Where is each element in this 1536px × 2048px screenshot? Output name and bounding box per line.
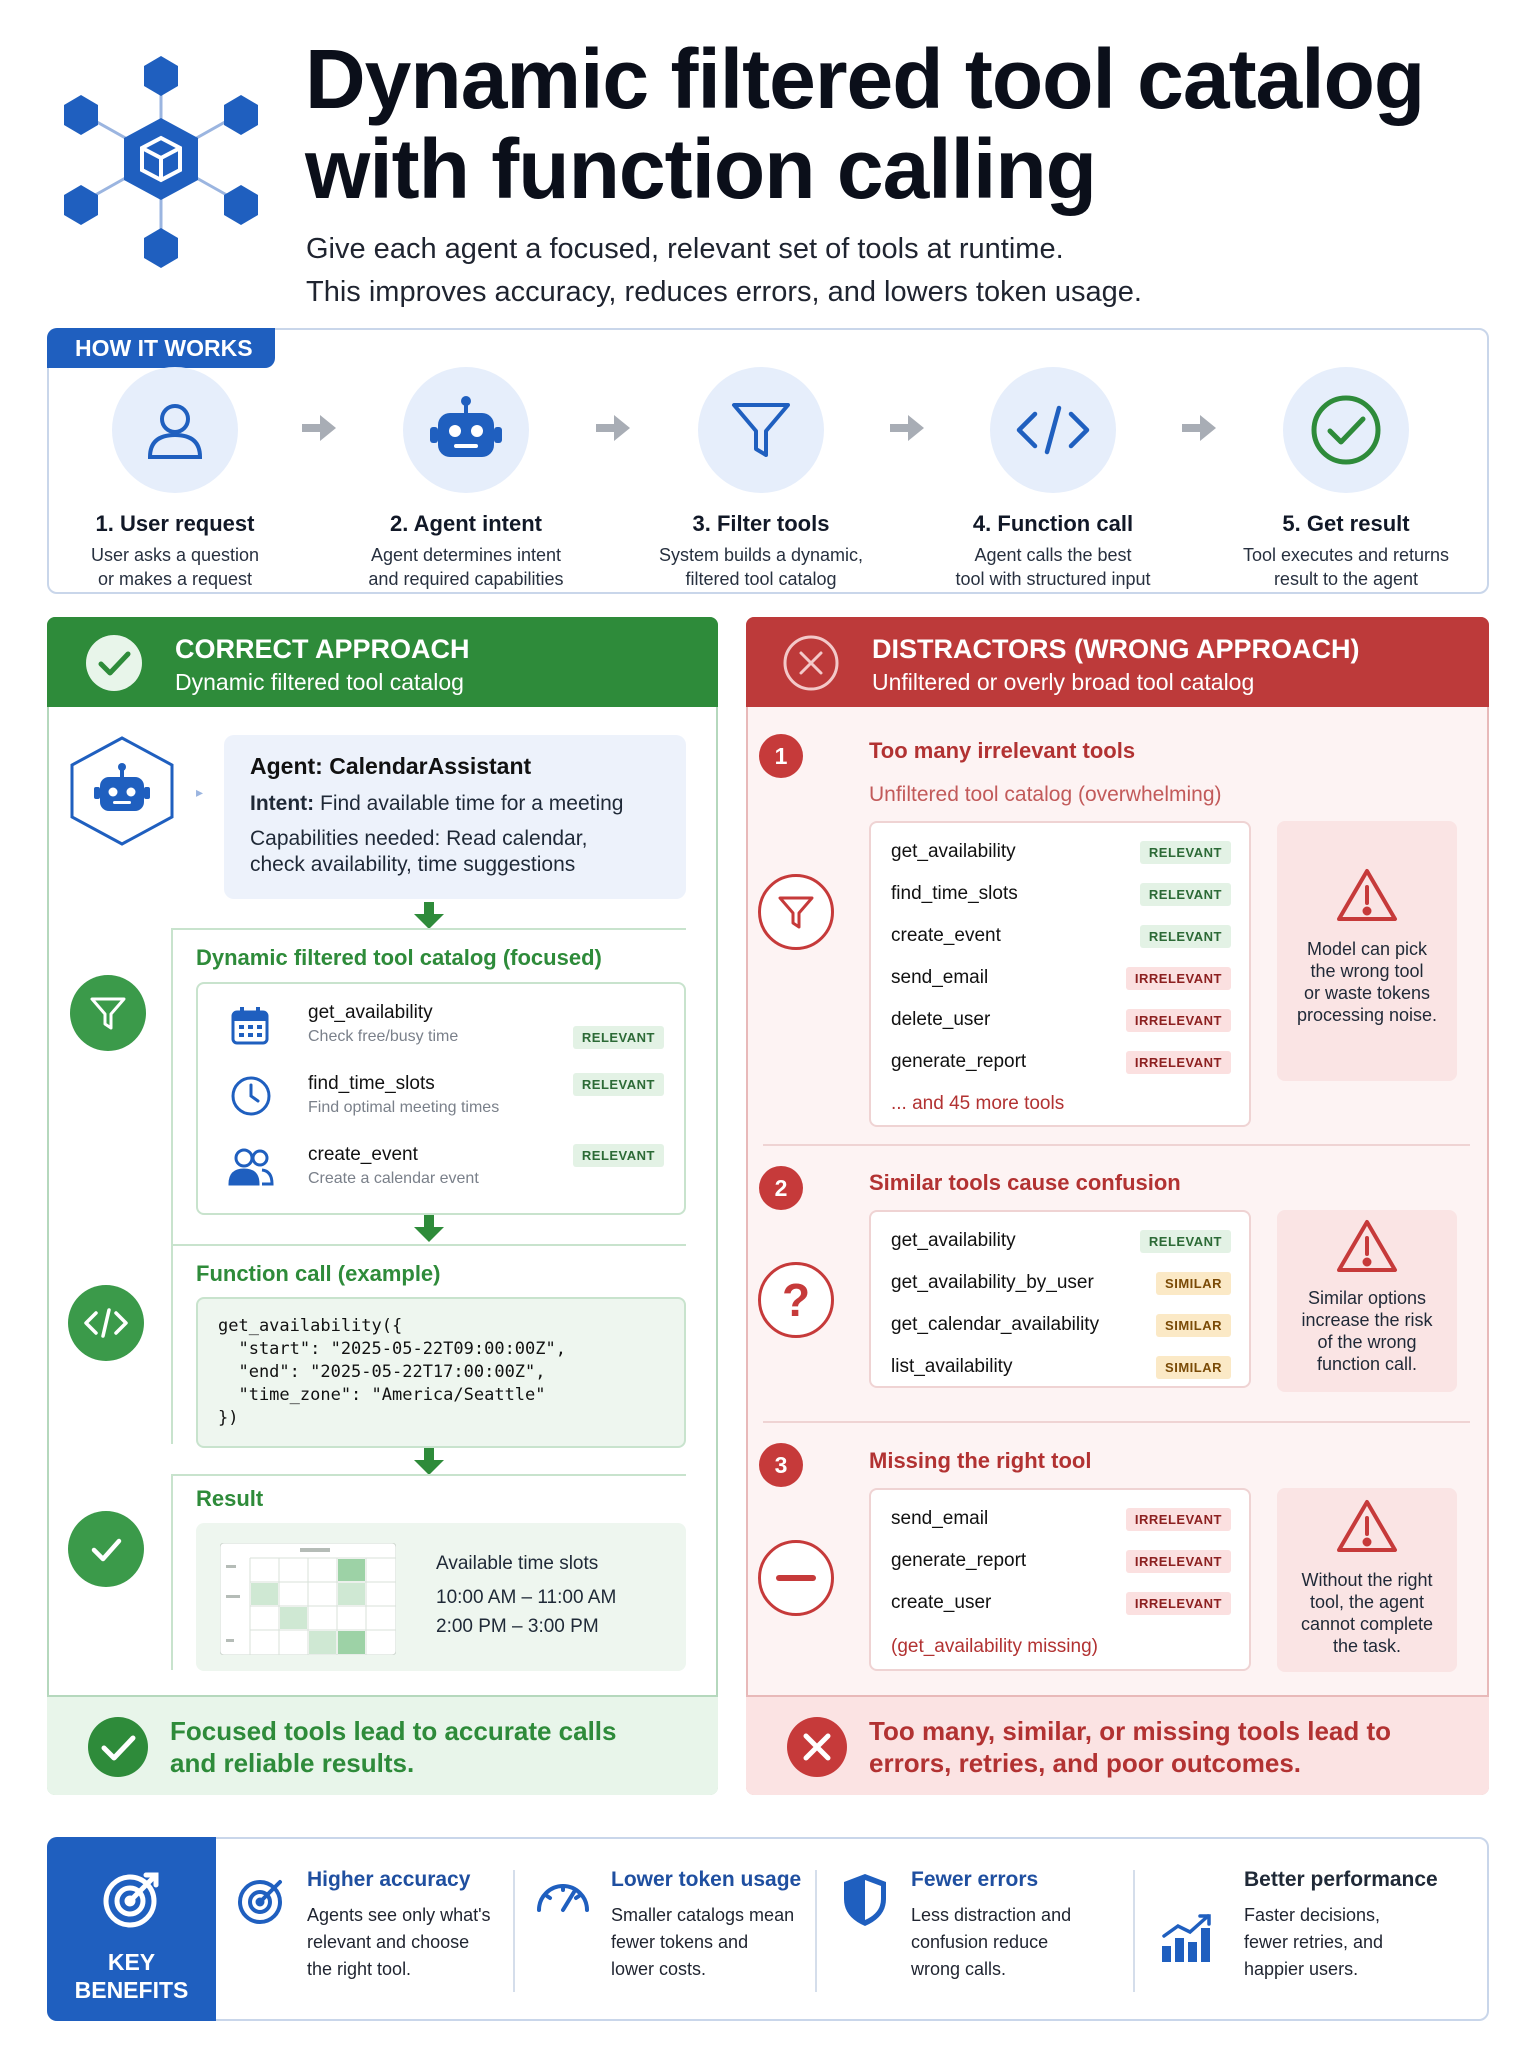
benefit-fewer-errors: Fewer errors Less distraction and confusion reduce wrong calls. — [911, 1868, 1072, 1979]
relevant-badge: RELEVANT — [1140, 1230, 1231, 1253]
result-heading: Available time slots — [436, 1553, 599, 1574]
step-get-result: 5. Get result Tool executes and returns result to the agent — [1216, 367, 1476, 591]
tool-name: get_availability_by_user — [891, 1272, 1094, 1293]
x-circle-icon — [782, 634, 840, 692]
tool-name: create_event — [891, 925, 1001, 946]
tool-name: get_availability — [891, 1230, 1016, 1251]
correct-approach-header: CORRECT APPROACH Dynamic filtered tool catalog — [47, 617, 718, 707]
missing-tool-list — [869, 1488, 1251, 1671]
relevant-badge: RELEVANT — [573, 1026, 664, 1049]
page-title: Dynamic filtered tool catalog with function calling — [305, 32, 1425, 216]
tool-name: create_user — [891, 1592, 992, 1613]
missing-tool-note: (get_availability missing) — [891, 1636, 1098, 1657]
tool-name: delete_user — [891, 1009, 991, 1030]
filter-icon — [728, 397, 794, 463]
calendar-icon — [230, 1006, 270, 1046]
section-title: Similar tools cause confusion — [869, 1170, 1181, 1195]
x-badge-icon — [786, 1716, 848, 1778]
step-user-request: 1. User request User asks a question or makes a request — [45, 367, 305, 591]
code-badge — [68, 1285, 144, 1361]
filter-icon — [776, 892, 816, 932]
tool-name: send_email — [891, 1508, 989, 1529]
step-filter-tools: 3. Filter tools System builds a dynamic, filtered tool catalog — [631, 367, 891, 591]
filtered-tool-list — [196, 982, 686, 1215]
tool-name: list_availability — [891, 1356, 1013, 1377]
relevant-badge: RELEVANT — [573, 1144, 664, 1167]
filter-icon — [88, 993, 128, 1033]
wrong-footer: Too many, similar, or missing tools lead to errors, retries, and poor outcomes. — [746, 1695, 1489, 1795]
check-badge-icon — [85, 634, 143, 692]
benefit-better-performance: Better performance Faster decisions, fewer retries, and happier users. — [1244, 1868, 1438, 1979]
tool-name: generate_report — [891, 1550, 1027, 1571]
how-it-works-tag: HOW IT WORKS — [47, 328, 275, 368]
robot-hexagon-icon — [68, 735, 176, 847]
warning-icon — [1335, 1498, 1399, 1554]
function-call-title: Function call (example) — [196, 1261, 441, 1286]
arrow-down-icon — [412, 902, 446, 930]
catalog-side-line — [171, 928, 173, 1248]
section-number: 3 — [759, 1443, 803, 1487]
check-circle-icon — [1310, 394, 1382, 466]
filter-badge — [70, 975, 146, 1051]
tool-row: create_event Create a calendar event RELEVANT — [198, 1144, 684, 1204]
arrow-right-icon — [300, 409, 338, 447]
irrelevant-badge: IRRELEVANT — [1126, 1592, 1231, 1615]
function-side-line — [171, 1244, 173, 1444]
arrow-down-icon — [412, 1448, 446, 1476]
result-title: Result — [196, 1486, 264, 1511]
relevant-badge: RELEVANT — [1140, 925, 1231, 948]
bar-chart-icon — [1160, 1912, 1216, 1964]
tool-row: get_availability Check free/busy time RELEVANT — [198, 1002, 684, 1062]
time-slot: 2:00 PM – 3:00 PM — [436, 1616, 599, 1637]
section-number: 1 — [759, 734, 803, 778]
arrow-right-icon — [1180, 409, 1218, 447]
gauge-icon — [534, 1872, 592, 1916]
relevant-badge: RELEVANT — [1140, 883, 1231, 906]
section-subtitle: Unfiltered tool catalog (overwhelming) — [869, 783, 1222, 806]
irrelevant-badge: IRRELEVANT — [1126, 967, 1231, 990]
code-icon — [1013, 402, 1093, 458]
irrelevant-badge: IRRELEVANT — [1126, 1550, 1231, 1573]
connector-arrow-icon: ▸ — [196, 784, 204, 800]
question-icon: ? — [781, 1274, 811, 1326]
wrong-approach-header: DISTRACTORS (WRONG APPROACH) Unfiltered or overly broad tool catalog — [746, 617, 1489, 707]
similar-badge: SIMILAR — [1156, 1356, 1231, 1379]
result-card — [196, 1523, 686, 1671]
calendar-grid-icon — [220, 1543, 396, 1655]
key-benefits-label: KEY BENEFITS — [47, 1837, 216, 2021]
tool-name: find_time_slots — [891, 883, 1018, 904]
network-logo-icon — [56, 48, 266, 278]
tool-name: get_calendar_availability — [891, 1314, 1100, 1335]
function-divider — [171, 1244, 686, 1246]
tool-name: send_email — [891, 967, 989, 988]
tool-name: get_availability — [891, 841, 1016, 862]
catalog-divider — [171, 928, 686, 930]
users-icon — [228, 1146, 274, 1188]
section-title: Too many irrelevant tools — [869, 738, 1136, 763]
benefit-divider — [513, 1870, 515, 1992]
irrelevant-badge: IRRELEVANT — [1126, 1508, 1231, 1531]
tool-name: generate_report — [891, 1051, 1027, 1072]
relevant-badge: RELEVANT — [573, 1073, 664, 1096]
agent-card: Agent: CalendarAssistant Intent: Find available time for a meeting Capabilities needed: Read calendar, check availability, time suggestions — [224, 735, 686, 899]
question-badge — [758, 1262, 834, 1338]
time-slot: 10:00 AM – 11:00 AM — [436, 1587, 617, 1608]
check-badge — [68, 1511, 144, 1587]
similar-badge: SIMILAR — [1156, 1314, 1231, 1337]
warning-note: Model can pick the wrong tool or waste tokens processing noise. — [1277, 821, 1457, 1081]
section-number: 2 — [759, 1166, 803, 1210]
clock-icon — [230, 1075, 272, 1117]
more-tools-note: ... and 45 more tools — [891, 1093, 1065, 1114]
step-function-call: 4. Function call Agent calls the best tool with structured input — [923, 367, 1183, 591]
arrow-right-icon — [888, 409, 926, 447]
relevant-badge: RELEVANT — [1140, 841, 1231, 864]
warning-icon — [1335, 867, 1399, 923]
benefit-divider — [1133, 1870, 1135, 1992]
warning-icon — [1335, 1218, 1399, 1274]
page-subtitle: Give each agent a focused, relevant set of tools at runtime. This improves accuracy, reduces errors, and lowers token usage. — [306, 233, 1142, 308]
benefit-lower-token-usage: Lower token usage Smaller catalogs mean fewer tokens and lower costs. — [611, 1868, 802, 1979]
code-block: get_availability({ "start": "2025-05-22T09:00:00Z", "end": "2025-05-22T17:00:00Z", "time_zone": "America/Seattle" }) — [196, 1297, 686, 1448]
warning-note: Without the right tool, the agent cannot complete the task. — [1277, 1488, 1457, 1672]
target-icon — [100, 1867, 164, 1931]
result-side-line — [171, 1474, 173, 1670]
target-icon — [236, 1874, 288, 1926]
result-divider — [171, 1474, 686, 1476]
benefit-higher-accuracy: Higher accuracy Agents see only what's relevant and choose the right tool. — [307, 1868, 491, 1979]
check-icon — [86, 1529, 126, 1569]
section-title: Missing the right tool — [869, 1448, 1092, 1473]
minus-badge — [758, 1540, 834, 1616]
tool-row: find_time_slots Find optimal meeting times RELEVANT — [198, 1073, 684, 1133]
step-agent-intent: 2. Agent intent Agent determines intent and required capabilities — [336, 367, 596, 591]
correct-footer: Focused tools lead to accurate calls and reliable results. — [47, 1695, 718, 1795]
robot-icon — [428, 395, 504, 465]
shield-icon — [841, 1872, 889, 1928]
user-icon — [142, 397, 208, 463]
arrow-down-icon — [412, 1215, 446, 1243]
irrelevant-badge: IRRELEVANT — [1126, 1009, 1231, 1032]
section-divider — [763, 1421, 1470, 1423]
code-icon — [83, 1307, 129, 1339]
arrow-right-icon — [594, 409, 632, 447]
similar-badge: SIMILAR — [1156, 1272, 1231, 1295]
similar-tool-list — [869, 1210, 1251, 1388]
unfiltered-tool-list — [869, 821, 1251, 1127]
section-divider — [763, 1144, 1470, 1146]
check-badge-icon — [87, 1716, 149, 1778]
filter-badge — [758, 874, 834, 950]
benefit-divider — [815, 1870, 817, 1992]
minus-icon — [776, 1573, 816, 1583]
warning-note: Similar options increase the risk of the wrong function call. — [1277, 1210, 1457, 1392]
irrelevant-badge: IRRELEVANT — [1126, 1051, 1231, 1074]
catalog-title: Dynamic filtered tool catalog (focused) — [196, 945, 602, 970]
